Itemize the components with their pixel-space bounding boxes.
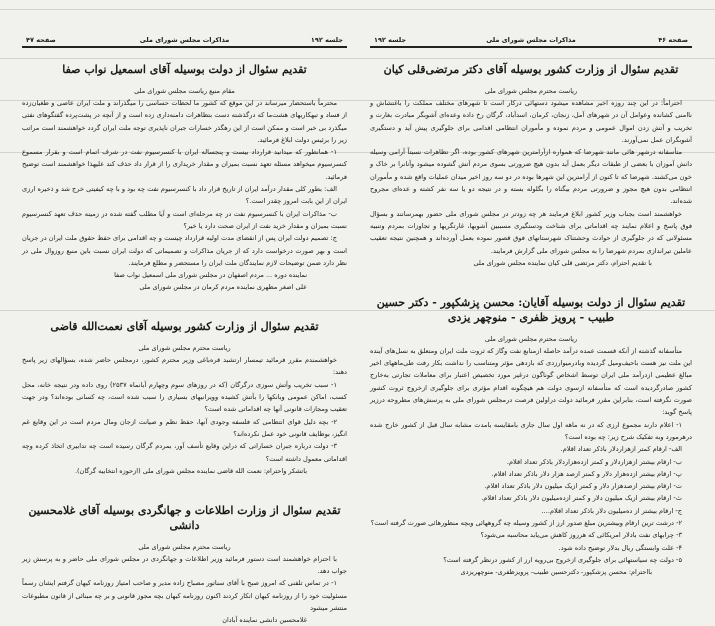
body-paragraph: پ- ارقام بیشتر ازده‌هزار دلار و کمتر ازصد هزار دلار باذکر تعداد اقلام. xyxy=(491,469,682,478)
signature-line: علی اصغر مظهری نماینده مردم کرمان در مجلس شورای ملی xyxy=(139,283,307,292)
body-paragraph: الف- ارقام کمتر ازهزاردلار باذکر تعداد اقلام. xyxy=(560,445,682,454)
page-content xyxy=(22,62,347,626)
salutation: مقام منیع ریاست مجلس شورای ملی xyxy=(134,87,235,95)
body-paragraph: ۱- اعلام دارند مجموع ارزی که در نه ماهه اول سال جاری بامقایسه بامدت مشابه سال قبل از کشور خارج شده درهرمورد وبه تفکیک شرح زیر: چه بوده است؟ xyxy=(370,420,692,441)
question-section xyxy=(370,62,692,269)
body-paragraph: خواهشمندم مقرر فرمائید تیمسار ارتشبد قره‌باغی وزیر محترم کشور، درمجلس حاضر شده، بسؤالهای زیر پاسخ دهند: xyxy=(22,356,347,377)
body-paragraph: ث- ارقام بیشتر ازیک میلیون دلار و کمتر ازده‌میلیون دلار باذکر تعداد اقلام. xyxy=(481,494,682,503)
body-paragraph: احتراماً: در این چند روزه اخیر مشاهده میشود دستهائی درکار است تا شهرهای مختلف مملکت را باغتشاش و ناامنی کشانده وعوامل آن در شهرهای آمل، زنجان، کرمان، اسدآباد، گرگان رخ داده وعده‌ای آشوبگر مبادرت بغارت و تخریب و آتش زدن اموال عمومی و مردم نموده و مأموران انتظامی اقدامی برای جلوگیری پیش آید و دستگیری آشوبگران عمل نمی‌آورند. xyxy=(370,99,692,144)
body-paragraph: ۴- علت وابستگی ریال بدلار توضیح داده شود. xyxy=(558,543,682,552)
question-section xyxy=(22,62,347,293)
body-paragraph: ۵- دولت چه سیاستهائی برای جلوگیری ازخروج بی‌رویه ارز از کشور درنظر گرفته است؟ xyxy=(443,555,682,564)
body-paragraph: ۱- همانطور که میدانید قرارداد بیست و پنجساله ایران با کنسرسیوم نفت در شرف اتمام است و بقرار مسموع کنسرسیوم میخواهد مسئله تعهد نسبت بمیزان و مقدار خریداری را از قرار داد حذف کند علیهذا خواهشمند است توضیح فرمائید. xyxy=(22,148,347,181)
section-heading: تقدیم سئوال از وزارت کشور بوسیله آقای نعمت‌الله قاضی xyxy=(50,320,319,334)
running-header xyxy=(22,36,347,48)
left-page xyxy=(22,0,347,625)
page-number: صفحه ۴۶ xyxy=(658,36,688,44)
question-section xyxy=(22,319,347,477)
signature-line: بااحترام: محسن پزشکپور- دکترحسین طبیب- پرویزظفری- منوچهریزدی xyxy=(460,568,652,577)
publication-title: مذاکرات مجلس شورای ملی xyxy=(139,36,230,44)
body-paragraph: متأسفانه گذشته از آنکه قسمت عمده درآمد حاصله ازمنابع نفت وگاز که ثروت ملت ایران ومتعلق به نسل‌های آینده این ملت نیز هست باحیف‌ومیل گردیده وبادرمیوارزدی که بازدهی مؤثر ومتناسب را نداشت بکار رفت طی‌ماههای اخیر مبالغ عظیمی ازدرآمد ملی ایران توسط اشخاص گوناگون درغیر مورد تخصیص اعتبار برای معاملات تجارتی به‌خارج کشور صادرگردیده است که متأسفانه ازسوی دولت هم هیچگونه اقدام مؤثری برای جلوگیری ازخروج ثروت کشور صورت نگرفته است، بنابراین مقرر فرمائید دولت دراولین فرصت درمجلس شورای ملی به پرسش‌های مطروحه درزیر پاسخ گوید: xyxy=(370,346,692,417)
publication-title: مذاکرات مجلس شورای ملی xyxy=(486,36,576,44)
running-header xyxy=(370,36,692,48)
body-paragraph: متأسفانه درشهر هائی مانند شهرضا که همواره ازآرامترین شهرهای کشور بوده، اگر تظاهرات نسبتاً آرامی وسیله دانش آموزان با بعضی از طبقات دیگر بعمل آید بدون هیچ ضرورتی بسوی مردم آتش گشوده میشود وآنانرا بر خاک و خون می‌کشند. شهرضا که تا کنون از آرامترین این شهرها بوده در دو سه روز اخیر میدان عملیات واقع شده و مأموران انتظامی بدون هیچ مجوز و ضرورتی مردم بیگناه را بگلوله بسته و در نتیجه دو یا سه نفر کشته و عده‌ای مجروح شده‌اند. xyxy=(370,148,692,206)
session-number: جلسه ۱۹۲ xyxy=(310,36,343,44)
signature-line: غلامحسین دانشی نماینده آبادان xyxy=(222,616,307,625)
body-paragraph: ۳- دولت درباره جبران خساراتی که دراین وقایع تأسف آور، بمردم گرگان رسیده است چه تدابیری اتخاذ کرده وچه اقداماتی معمول داشته است؟ xyxy=(22,442,347,463)
session-number: جلسه ۱۹۲ xyxy=(374,36,407,44)
question-section xyxy=(370,295,692,578)
body-paragraph: با احترام خواهشمند است دستور فرمائید وزیر اطلاعات و جهانگردی در مجلس شورای ملی حاضر و به پرسش زیر جواب دهد. xyxy=(22,554,347,576)
question-section xyxy=(22,503,347,626)
body-paragraph: خواهشمند است بجناب وزیر کشور ابلاغ فرمایند هر چه زودتر در مجلس شورای ملی حضور بهمرسانند و بسؤال فوق پاسخ و اعلام نمایند چه اقداماتی برای شناخت ودستگیری مسببین آشوبها، غارتگریها و تجاوزات بمردم وتنبیه مسئولانی که در جلوگیری از حوادث وحشتناک شهرستانهای فوق قصور نموده بعمل آورده‌اند و همچنین نتیجه تعقیب عاملین تیراندازی بمردم شهرضا را به مجلس شورای ملی گزارش فرمایند. xyxy=(370,209,692,255)
body-paragraph: ۱- سبب تخریب وآتش سوزی درگرگان (که در روزهای سوم وچهارم آبانماه ۲۵۳۷) روی داده ودر نتیجه خانه، محل کسب، اماکن عمومی وبانکها را بآتش کشیده وویرانیهای بسیاری را سبب شده است، چه کسانی بوده‌اند؟ ودر جهت تعقیب ومجازات قانونی آنها چه اقداماتی شده است؟ xyxy=(22,380,347,414)
salutation: ریاست محترم مجلس شورای ملی xyxy=(484,87,578,95)
signature-line: با تقدیم احترام، دکتر مرتضی قلی کیان نماینده مجلس شورای ملی xyxy=(473,258,652,267)
body-paragraph: ۳- چرابهای نفت بادلار امریکائی که هرروز کاهش می‌یابد محاسبه می‌شود؟ xyxy=(480,531,682,540)
body-paragraph: ج- ارقام بیشتر از ده‌میلیون دلار باذکر تعداد اقلام.... xyxy=(541,506,682,515)
salutation: ریاست محترم مجلس شورای ملی xyxy=(484,334,578,343)
signature-line: باتشکر واحترام: نعمت الله قاضی نماینده مجلس شورای ملی (ازحوزه انتخابیه گرگان). xyxy=(74,466,307,475)
section-heading: تقدیم سئوال از وزارت کشور بوسیله آقای دکتر مرتضی‌قلی کیان xyxy=(383,63,679,76)
body-paragraph: ۲- بچه دلیل قوای انتظامی که فلسفه وجودی آنها، حفظ نظم و صیانت ازجان ومال مردم است در این وقایع غم انگیز، بوظایف قانونی خود عمل نکرده‌اند؟ xyxy=(22,417,347,438)
page-content xyxy=(370,62,692,578)
page-number: صفحه ۴۷ xyxy=(26,36,56,44)
body-paragraph: ت- ارقام بیشتر ازصدهزار دلار و کمتر ازیک میلیون دلار باذکر تعداد اقلام. xyxy=(484,482,682,491)
body-paragraph: محترماً باستحضار میرساند در این موقع که کشور ما لحظات حساسی را میگذراند و ملت ایران عاصی و طغیان‌زده از فساد و تبهکاریهای هشت‌ما که درگذشته دست بتظاهرات دامنه‌داری زده است و از آنچه در پشت‌پرده گفتگوهای نفتی میگذرد بی خبر است و ممکن است از این رهگذر خسارات جبران ناپذیری توجه ملت ایران گردد خواهشمند است مراتب زیر را برئیس دولت ابلاغ فرمائید. xyxy=(22,99,347,144)
body-paragraph: ب- مذاکرات ایران با کنسرسیوم نفت در چه مرحله‌ای است و آیا مطلب گفته شده در زمینه حذف تعهد کنسرسیوم نسبت بمیزان و مقدار خرید نفت از ایران صحت دارد یا خیر؟ xyxy=(22,209,347,230)
body-paragraph: الف: بطور کلی مقدار درآمد ایران از تاریخ قرار داد با کنسرسیوم نفت چه بود و با چه کیفیتی خرج شد و ذخیره ارزی ایران از این بابت امروز چقدر است.؟ xyxy=(22,185,347,206)
section-heading: تقدیم سئوال از دولت بوسیله آقایان: محسن پزشکپور - دکتر حسین طبیب - پرویز ظفری - منوچهر یزدی xyxy=(376,295,686,324)
signature-line: نماینده دوره ... مردم اصفهان در مجلس شورای ملی اسمعیل نواب صفا xyxy=(114,271,307,280)
body-paragraph: ج: تصمیم دولت ایران پس از انقضای مدت اولیه قرارداد چیست و چه اقدامی برای حفظ حقوق ملت ایران در جریان است و بهر صورت درخواست دارد که از جریان مذاکرات و تصمیماتی که دولت ایران نسبت باین منبع روزوال ملی در نظر دارد ضمن توضیحات لازم نمایندگان ملت ایران را مستحضر و مطلع فرمایند. xyxy=(22,234,347,267)
section-heading: تقدیم سئوال از وزارت اطلاعات و جهانگردی بوسیله آقای غلامحسین دانشی xyxy=(28,503,341,532)
right-page xyxy=(370,0,692,600)
body-paragraph: ۲- درشت ترین ارقام وبیشترین مبلغ صدور ارز از کشور وسیله چه گروههائی وبچه منظورهائی صورت گرفته است؟ xyxy=(370,519,682,528)
salutation: ریاست محترم مجلس شورای ملی xyxy=(138,344,231,353)
body-paragraph: ۱- در تماس تلفنی که امروز صبح با آقای سناتور مصباح زاده مدیر و صاحب امتیاز روزنامه کیهان گرفتم ایشان رسماً مسئولیت خود را از روزنامه کیهان انکار کردند اکنون روزنامه کیهان بچه مجوز قانونی و بر چه مبنائی از قانون مطبوعات منتشر میشود xyxy=(22,579,347,613)
salutation: ریاست محترم مجلس شورای ملی xyxy=(138,542,231,551)
section-heading: تقدیم سئوال از دولت بوسیله آقای اسمعیل نواب صفا xyxy=(62,63,307,76)
body-paragraph: ب- ارقام بیشتر ازهزاردلار و کمتر ازده‌هزاردلار باذکر تعداد اقلام. xyxy=(506,457,682,466)
